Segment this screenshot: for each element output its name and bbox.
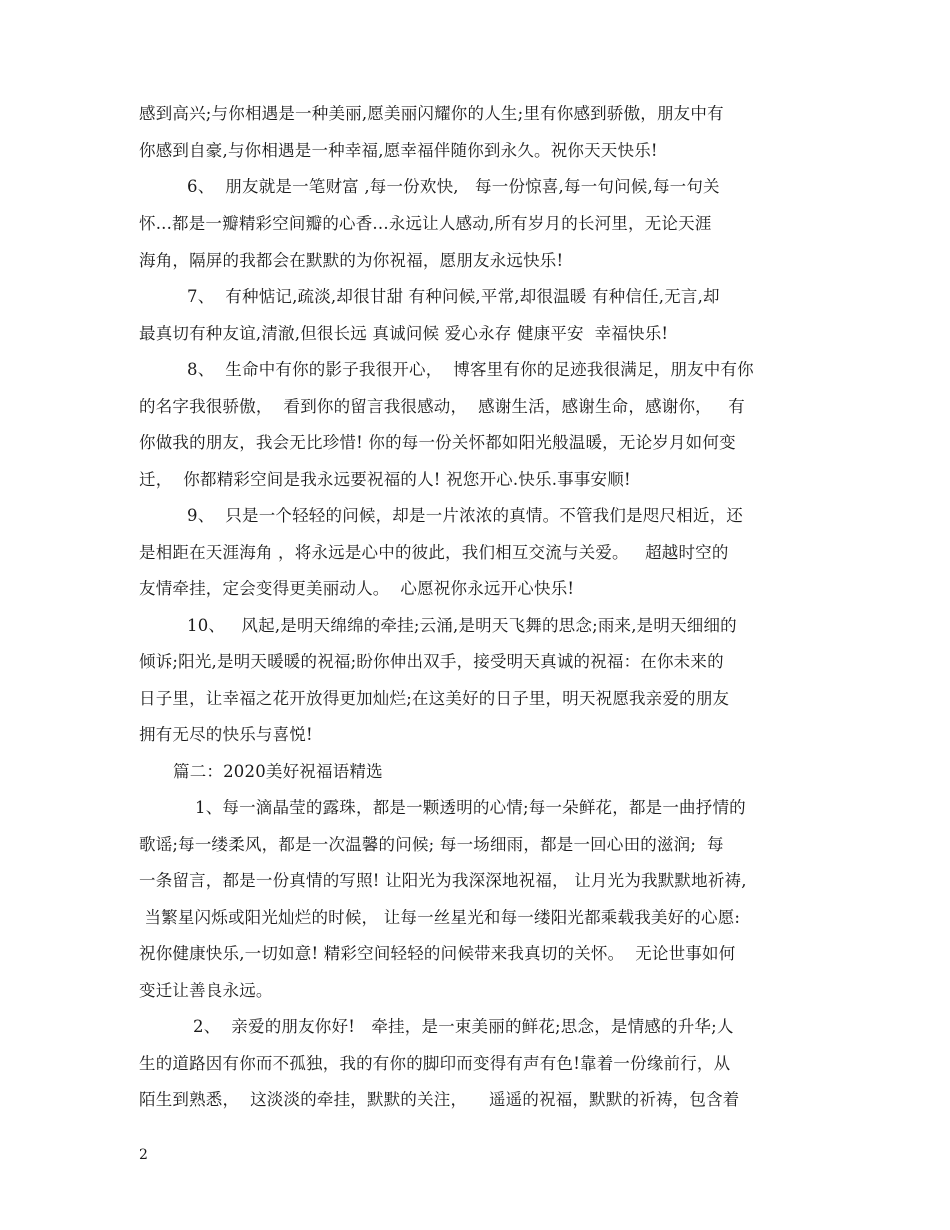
text-line: 迁， 你都精彩空间是我永远要祝福的人! 祝您开心.快乐.事事安顺!: [139, 470, 631, 489]
text-line: 变迁让善良永远。: [139, 981, 273, 1000]
text-line: 感到高兴;与你相遇是一种美丽,愿美丽闪耀你的人生;里有你感到骄傲，朋友中有: [139, 104, 724, 123]
text-line: 倾诉;阳光,是明天暖暖的祝福;盼你伸出双手，接受明天真诚的祝福：在你未来的: [139, 652, 724, 671]
text-line: 7、 有种惦记,疏淡,却很甘甜 有种问候,平常,却很温暖 有种信任,无言,却: [187, 287, 720, 306]
text-line: 陌生到熟悉， 这淡淡的牵挂，默默的关注， 遥遥的祝福，默默的祈祷，包含着: [139, 1090, 740, 1109]
text-line: 1、每一滴晶莹的露珠，都是一颗透明的心情;每一朵鲜花，都是一曲抒情的: [195, 798, 746, 817]
text-line: 友情牵挂，定会变得更美丽动人。 心愿祝你永远开心快乐!: [139, 579, 575, 598]
text-line: 一条留言，都是一份真情的写照! 让阳光为我深深地祝福， 让月光为我默默地祈祷,: [139, 871, 747, 890]
text-line: 的名字我很骄傲， 看到你的留言我很感动， 感谢生活，感谢生命，感谢你， 有: [139, 397, 745, 416]
page-number: 2: [139, 1147, 148, 1163]
text-line: 拥有无尽的快乐与喜悦!: [139, 725, 313, 744]
text-line: 8、 生命中有你的影子我很开心， 博客里有你的足迹我很满足，朋友中有你: [187, 360, 754, 379]
text-line: 最真切有种友谊,清澈,但很长远 真诚问候 爱心永存 健康平安 幸福快乐!: [139, 324, 669, 343]
text-line: 你感到自豪,与你相遇是一种幸福,愿幸福伴随你到永久。祝你天天快乐!: [139, 141, 658, 160]
text-line: 歌谣;每一缕柔风，都是一次温馨的问候; 每一场细雨，都是一回心田的滋润; 每: [139, 835, 724, 854]
section-heading: 篇二：2020美好祝福语精选: [173, 762, 383, 781]
text-line: 日子里，让幸福之花开放得更加灿烂;在这美好的日子里，明天祝愿我亲爱的朋友: [139, 689, 730, 708]
text-line: 你做我的朋友，我会无比珍惜! 你的每一份关怀都如阳光般温暖，无论岁月如何变: [139, 433, 736, 452]
text-line: 10、 风起,是明天绵绵的牵挂;云涌,是明天飞舞的思念;雨来,是明天细细的: [187, 616, 737, 635]
text-line: 怀...都是一瓣精彩空间瓣的心香...永远让人感动,所有岁月的长河里，无论天涯: [139, 214, 712, 233]
text-line: 6、 朋友就是一笔财富 ,每一份欢快, 每一份惊喜,每一句问候,每一句关: [187, 177, 720, 196]
text-line: 生的道路因有你而不孤独，我的有你的脚印而变得有声有色!靠着一份缘前行，从: [139, 1054, 731, 1073]
text-line: 2、 亲爱的朋友你好! 牵挂，是一束美丽的鲜花;思念，是情感的升华;人: [193, 1017, 734, 1036]
text-line: 当繁星闪烁或阳光灿烂的时候， 让每一丝星光和每一缕阳光都乘载我美好的心愿:: [139, 908, 741, 927]
text-line: 海角，隔屏的我都会在默默的为你祝福，愿朋友永远快乐!: [139, 251, 564, 270]
text-line: 9、 只是一个轻轻的问候，却是一片浓浓的真情。不管我们是咫尺相近，还: [187, 506, 743, 525]
text-line: 是相距在天涯海角 ，将永远是心中的彼此，我们相互交流与关爱。 超越时空的: [139, 543, 729, 562]
text-line: 祝你健康快乐,一切如意! 精彩空间轻轻的问候带来我真切的关怀。 无论世事如何: [139, 944, 736, 963]
